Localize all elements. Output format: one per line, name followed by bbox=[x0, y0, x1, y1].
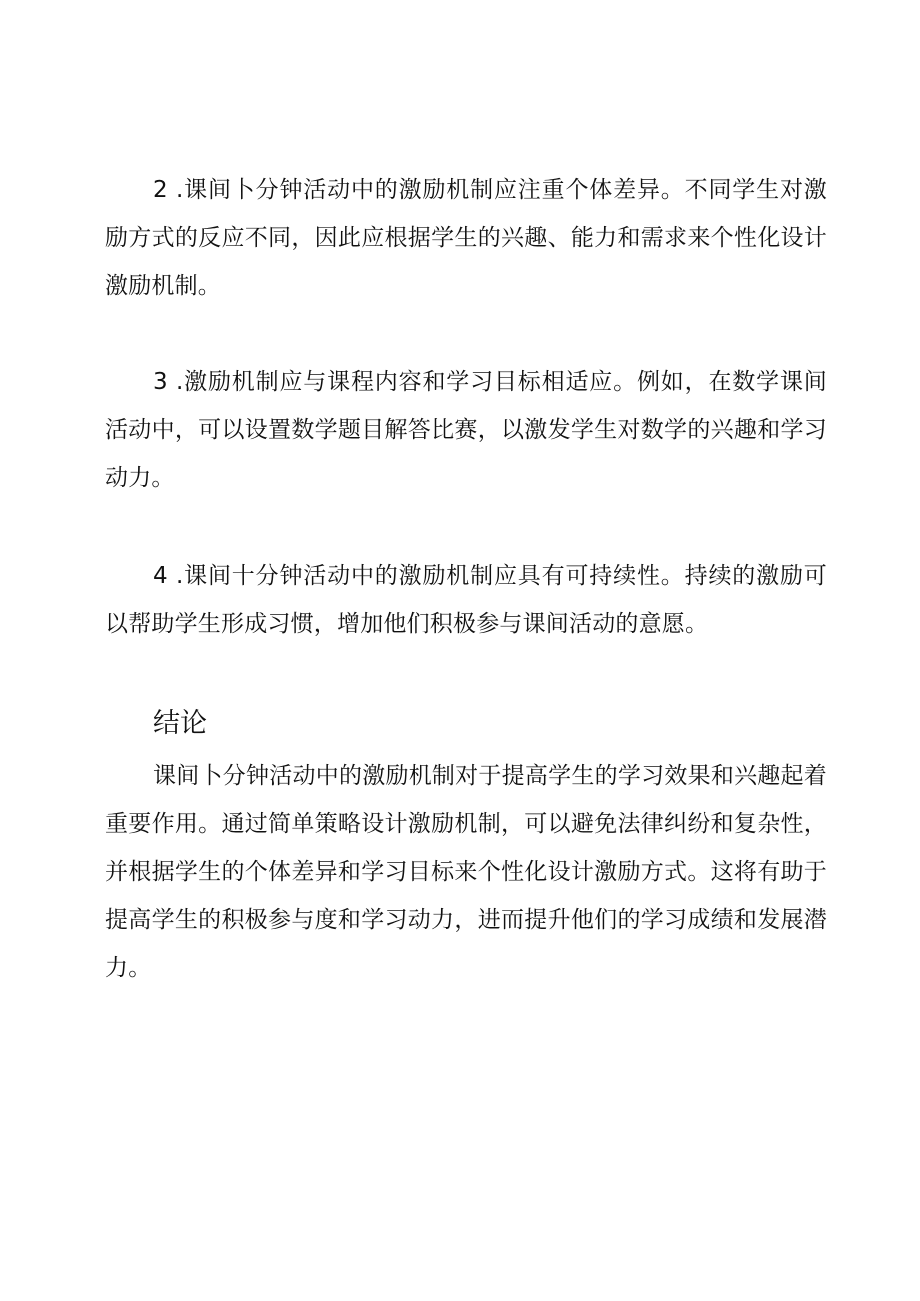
conclusion-text: 课间卜分钟活动中的激励机制对于提高学生的学习效果和兴趣起着重要作用。通过简单策略设计激励机制，可以避免法律纠纷和复杂性，并根据学生的个体差异和学习目标来个性化设计激励方式。这将有助于提高学生的积极参与度和学习动力，进而提升他们的学习成绩和发展潜力。 bbox=[105, 763, 827, 981]
item-number: 3 bbox=[153, 369, 168, 395]
item-text: .激励机制应与课程内容和学习目标相适应。例如，在数学课间活动中，可以设置数学题目解答比赛，以激发学生对数学的兴趣和学习动力。 bbox=[105, 369, 827, 491]
conclusion-paragraph bbox=[105, 752, 827, 992]
item-text: .课间卜分钟活动中的激励机制应注重个体差异。不同学生对激励方式的反应不同，因此应根据学生的兴趣、能力和需求来个性化设计激励机制。 bbox=[105, 177, 827, 299]
item-number: 2 bbox=[153, 177, 168, 203]
list-item-2 bbox=[105, 166, 827, 310]
item-number: 4 bbox=[153, 563, 168, 589]
conclusion-heading: 结论 bbox=[153, 708, 207, 739]
list-item-4 bbox=[105, 552, 827, 648]
item-text: .课间十分钟活动中的激励机制应具有可持续性。持续的激励可以帮助学生形成习惯，增加他们积极参与课间活动的意愿。 bbox=[105, 563, 827, 637]
list-item-3 bbox=[105, 358, 827, 502]
